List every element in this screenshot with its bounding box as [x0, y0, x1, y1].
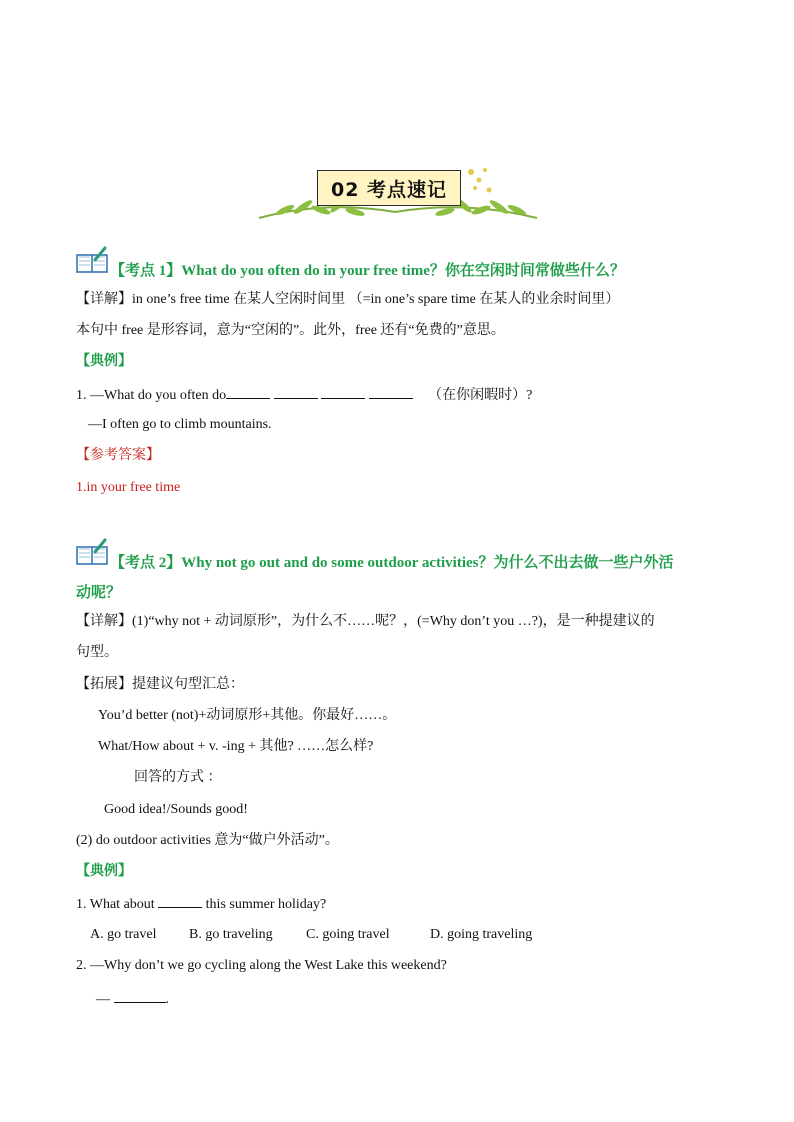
- point2-question-2: 2. —Why don’t we go cycling along the West Lake this weekend?: [76, 958, 447, 973]
- option-d[interactable]: D. going traveling: [430, 927, 533, 942]
- point1-answer-label: 【参考答案】: [76, 448, 160, 463]
- option-a[interactable]: A. go travel: [90, 927, 157, 942]
- point1-reply: —I often go to climb mountains.: [88, 417, 272, 432]
- point1-heading: 【考点 1】What do you often do in your free time？你在空闲时间常做些什么？: [110, 263, 625, 279]
- book-icon: [75, 538, 109, 571]
- pattern-reply: Good idea!/Sounds good!: [104, 802, 248, 817]
- answer-blank[interactable]: [274, 384, 318, 399]
- point2-reply: [96, 988, 169, 1010]
- question-text: this summer holiday?: [205, 897, 327, 912]
- point2-extend-label: 【拓展】提建议句型汇总：: [76, 677, 244, 692]
- answer-blank[interactable]: [369, 384, 413, 399]
- banner-title: 02 考点速记: [330, 178, 448, 201]
- answer-blank[interactable]: [226, 384, 270, 399]
- point2-note: (2) do outdoor activities 意为“做户外活动”。: [76, 833, 339, 848]
- option-b[interactable]: B. go traveling: [189, 927, 273, 942]
- point1-detail: 【详解】in one’s free time 在某人空闲时间里 （=in one’s spare time 在某人的业余时间里）: [76, 292, 620, 307]
- question-text: 1. What about: [76, 897, 155, 912]
- question-text: 1. —What do you often do: [76, 388, 227, 403]
- section-banner: [255, 160, 540, 230]
- reply-period: .: [165, 992, 169, 1007]
- option-c[interactable]: C. going travel: [306, 927, 390, 942]
- point1-example-label: 【典例】: [76, 354, 132, 369]
- answer-blank[interactable]: [158, 893, 202, 908]
- point1-note: 本句中 free 是形容词，意为“空闲的”。此外，free 还有“免费的”意思。: [76, 323, 505, 338]
- book-icon: [75, 246, 109, 279]
- point1-question: [76, 384, 532, 406]
- banner-title-box: [317, 170, 461, 206]
- question-hint: （在你闲暇时）?: [428, 388, 533, 403]
- pattern-reply-label: 回答的方式 ：: [134, 770, 222, 785]
- answer-blank[interactable]: [114, 988, 166, 1003]
- point2-detail-cont: 句型。: [76, 645, 118, 660]
- pattern-2: What/How about + v. -ing + 其他? ……怎么样?: [98, 739, 374, 754]
- point2-heading: 【考点 2】Why not go out and do some outdoor activities？为什么不出去做一些户外活: [110, 555, 674, 571]
- pattern-1: You’d better (not)+动词原形+其他。你最好……。: [98, 708, 397, 723]
- point2-question-1: [76, 893, 326, 915]
- point2-example-label: 【典例】: [76, 864, 132, 879]
- reply-dash: —: [96, 992, 110, 1007]
- point2-heading-cont: 动呢？: [76, 585, 122, 601]
- answer-blank[interactable]: [321, 384, 365, 399]
- point2-detail: 【详解】(1)“why not + 动词原形”，为什么不……呢？，(=Why don’t you …?)，是一种提建议的: [76, 614, 655, 629]
- point1-answer: 1.in your free time: [76, 480, 181, 495]
